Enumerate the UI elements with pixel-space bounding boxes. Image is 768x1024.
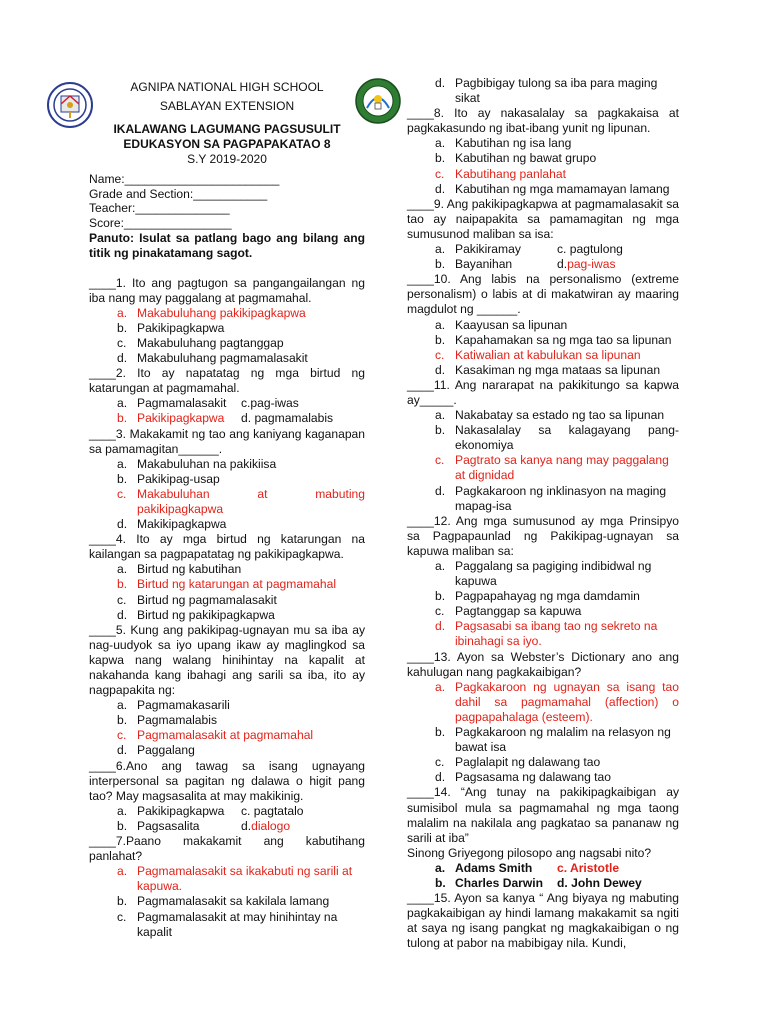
left-column [89, 76, 365, 940]
question-14: ____14. “Ang tunay na pakikipagkaibigan ay sumisibol mula sa pagmamahal ng mga taong malalim na nakilala ang pagkatao sa pananaw ng sarili at iba” [407, 785, 679, 845]
grade-section-field[interactable]: Grade and Section:___________ [89, 186, 268, 201]
choice[interactable]: c. Makabuluhang pagtanggap [117, 335, 284, 350]
right-column [407, 76, 679, 951]
school-name: AGNIPA NATIONAL HIGH SCHOOL [130, 80, 324, 94]
choice[interactable]: d. Makikipagkapwa [117, 517, 227, 532]
question-9-options-row [407, 242, 679, 257]
choice[interactable]: d. Paggalang [117, 743, 195, 758]
question-11-options [407, 408, 679, 514]
choice[interactable]: c.pag-iwas [241, 396, 299, 411]
question-12: ____12. Ang mga sumusunod ay mga Prinsipyo sa Pagpapaunlad ng Pakikipag-ugnayan sa kapuwa maliban sa: [407, 513, 679, 558]
school-header [89, 80, 365, 172]
question-6-options-row [89, 804, 365, 819]
choice[interactable]: d. Pagkakaroon ng inklinasyon na maging mapag-isa [435, 483, 667, 513]
school-extension: SABLAYAN EXTENSION [159, 99, 295, 113]
question-7-options [89, 864, 365, 939]
choice[interactable]: a. Birtud ng kabutihan [117, 562, 242, 577]
choice[interactable]: b. Pagmamalasakit sa kakilala lamang [117, 894, 330, 909]
choice[interactable]: b. Pakikipagkapwa [117, 320, 225, 335]
teacher-field[interactable]: Teacher:______________ [89, 201, 230, 216]
question-5: ____5. Kung ang pakikipag-ugnayan mu sa iba ay nag-uudyok sa iyo upang ikaw ay maglingkod sa kapwa nang walang hinihintay na kapalit at nakahanda kang ibahagi ang sarili sa iba, ito ay nagpapakita ng: [89, 622, 365, 698]
question-13-options [407, 680, 679, 786]
choice[interactable]: c. Pagmamalasakit at pagmamahal [117, 728, 314, 743]
question-8: ____8. Ito ay nakasalalay sa pagkakaisa at pagkakasundo ng ibat-ibang yunit ng lipunan. [407, 106, 679, 136]
school-year: S.Y 2019-2020 [187, 152, 267, 166]
choice[interactable]: b. Pagmamalabis [117, 713, 217, 728]
question-1: ____1. Ito ang pagtugon sa pangangailangan ng iba nang may paggalang at pagmamahal. [89, 275, 365, 305]
question-2: ____2. Ito ay napatatag ng mga birtud ng katarungan at pagmamahal. [89, 366, 365, 396]
choice[interactable]: b. Kabutihan ng bawat grupo [435, 151, 597, 166]
question-1-options [89, 306, 365, 366]
choice[interactable]: a. Kabutihan ng isa lang [435, 136, 572, 151]
question-6: ____6.Ano ang tawag sa isang ugnayang interpersonal sa pagitan ng dalawa o higit pang tao? May magsasalita at may makikinig. [89, 758, 365, 803]
question-2-options-row [89, 396, 365, 411]
choice[interactable]: b. Nakasalalay sa kalagayang pang-ekonomiya [435, 423, 679, 453]
question-6-options-row [89, 819, 365, 834]
question-15: ____15. Ayon sa kanya “ Ang biyaya ng mabuting pagkakaibigan ay hindi lamang makakamit sa ngiti at saya ng isang pangkat ng magkakaibigan o ng tulong at pabor na mabibigay nila. Kundi, [407, 891, 679, 951]
choice[interactable]: b. Kapahamakan sa ng mga tao sa lipunan [435, 332, 672, 347]
question-14-options-row [407, 861, 679, 876]
choice[interactable]: d. pagmamalabis [241, 411, 334, 426]
choice[interactable]: a. Kaayusan sa lipunan [435, 317, 568, 332]
choice[interactable]: c. Aristotle [557, 860, 620, 875]
choice[interactable]: b. Pagsasalita [117, 818, 200, 833]
question-10: ____10. Ang labis na personalismo (extreme personalism) o labis at di makatwiran ay maaring magdulot ng ______. [407, 272, 679, 317]
question-2-options-row [89, 411, 365, 426]
question-5-options [89, 698, 365, 758]
school-seal-icon [355, 78, 401, 124]
choice[interactable]: b. Charles Darwin [435, 875, 544, 890]
choice[interactable]: a. Nakabatay sa estado ng tao sa lipunan [435, 408, 665, 423]
choice[interactable]: c. Pagmamalasakit at may hinihintay na kapalit [117, 909, 338, 939]
choice[interactable]: b. Pakikipagkapwa [117, 411, 225, 426]
choice[interactable]: c. Pagtanggap sa kapuwa [435, 604, 582, 619]
choice[interactable]: b. Bayanihan [435, 257, 513, 272]
choice[interactable]: c. Paglalapit ng dalawang tao [435, 755, 601, 770]
choice[interactable]: b. Birtud ng katarungan at pagmamahal [117, 577, 337, 592]
choice[interactable]: d. Pagsasama ng dalawang tao [435, 770, 611, 785]
choice[interactable]: a. Pagmamakasarili [117, 698, 230, 713]
choice[interactable]: a. Pakikipagkapwa [117, 803, 225, 818]
choice[interactable]: d. Kasakiman ng mga mataas sa lipunan [435, 362, 661, 377]
choice[interactable]: a. Paggalang sa pagiging indibidwal ng kapuwa [435, 559, 652, 589]
choice[interactable]: a. Makabuluhang pakikipagkapwa [117, 305, 306, 320]
choice[interactable]: d. Birtud ng pakikipagkapwa [117, 607, 275, 622]
choice[interactable]: d. Kabutihan ng mga mamamayan lamang [435, 181, 670, 196]
choice[interactable]: a. Pakikiramay [435, 242, 521, 257]
choice[interactable]: a. Makabuluhan na pakikiisa [117, 456, 277, 471]
question-3-options [89, 457, 365, 532]
score-field[interactable]: Score:________________ [89, 215, 232, 230]
choice[interactable]: d. John Dewey [557, 875, 642, 890]
exam-title: IKALAWANG LAGUMANG PAGSUSULIT [113, 122, 341, 136]
choice[interactable]: a. Adams Smith [435, 860, 533, 875]
question-12-options [407, 559, 679, 650]
choice[interactable]: b. Pakikipag-usap [117, 471, 220, 486]
choice[interactable]: c. Kabutihang panlahat [435, 166, 566, 181]
choice[interactable]: d. Pagsasabi sa ibang tao ng sekreto na ibinahagi sa iyo. [435, 619, 658, 649]
question-9: ____9. Ang pakikipagkapwa at pagmamalasakit sa tao ay naipapakita sa pamamagitan ng mga sumusunod maliban sa isa: [407, 196, 679, 241]
choice[interactable]: a. Pagmamalasakit [117, 396, 227, 411]
choice[interactable]: b. Pagkakaroon ng malalim na relasyon ng bawat isa [435, 725, 671, 755]
question-14-prompt: Sinong Griyegong pilosopo ang nagsabi nito? [407, 845, 652, 860]
choice[interactable]: c. pagtulong [557, 242, 623, 257]
choice[interactable]: d. Pagbibigay tulong sa iba para maging sikat [435, 76, 658, 106]
choice[interactable]: a. Pagkakaroon ng ugnayan sa isang tao dahil sa pagmamahal (affection) o pagpapahalaga (esteem). [435, 679, 679, 724]
question-4: ____4. Ito ay mga birtud ng katarungan na kailangan sa pagpapatatag ng pakikipagkapwa. [89, 532, 365, 562]
choice[interactable]: c. Pagtrato sa kanya nang may paggalang at dignidad [435, 453, 669, 483]
choice[interactable]: d. dialogo [241, 818, 291, 833]
subject-title: EDUKASYON SA PAGPAPAKATAO 8 [123, 137, 331, 151]
question-3: ____3. Makakamit ng tao ang kaniyang kaganapan sa pamamagitan______. [89, 426, 365, 456]
question-14-options-row [407, 876, 679, 891]
instructions: Panuto: Isulat sa patlang bago ang bilang ang titik ng pinakatamang sagot. [89, 231, 365, 261]
choice[interactable]: b. Pagpapahayag ng mga damdamin [435, 589, 640, 604]
choice[interactable]: c. pagtatalo [241, 803, 304, 818]
question-7: ____7.Paano makakamit ang kabutihang panlahat? [89, 834, 365, 864]
choice[interactable]: c. Birtud ng pagmamalasakit [117, 592, 277, 607]
choice[interactable]: d. pag-iwas [557, 257, 616, 272]
choice[interactable]: c. Katiwalian at kabulukan sa lipunan [435, 347, 641, 362]
question-9-options-row [407, 257, 679, 272]
choice[interactable]: d. Makabuluhang pagmamalasakit [117, 351, 308, 366]
name-field[interactable]: Name:_______________________ [89, 172, 280, 186]
choice[interactable]: c. Makabuluhan at mabuting pakikipagkapwa [117, 486, 365, 516]
choice[interactable]: a. Pagmamalasakit sa ikakabuti ng sarili at kapuwa. [117, 864, 353, 894]
question-4-options [89, 562, 365, 622]
deped-seal-icon [47, 82, 93, 128]
question-13: ____13. Ayon sa Webster’s Dictionary ano ang kahulugan nang pagkakaibigan? [407, 649, 679, 679]
question-10-options [407, 318, 679, 378]
question-8-options [407, 136, 679, 196]
question-7-options-continued [407, 76, 679, 106]
question-11: ____11. Ang nararapat na pakikitungo sa kapwa ay_____. [407, 377, 679, 407]
